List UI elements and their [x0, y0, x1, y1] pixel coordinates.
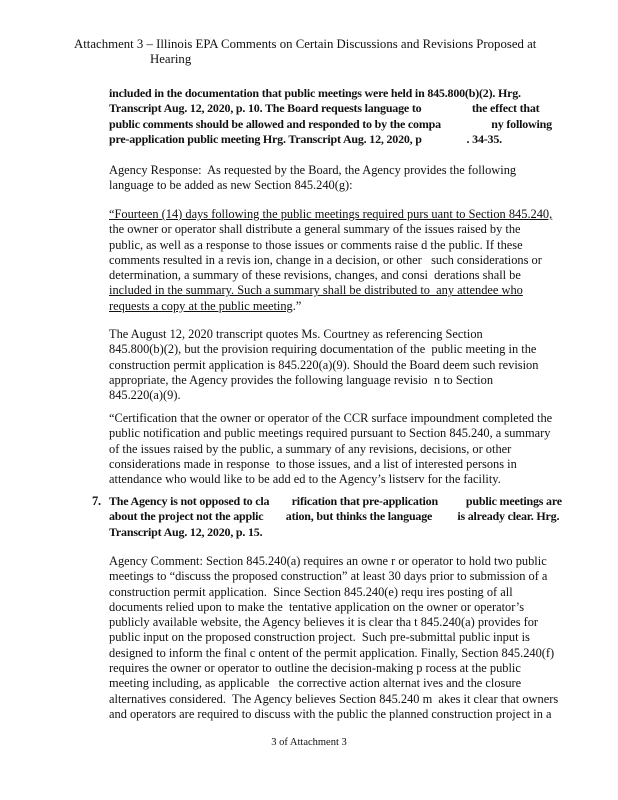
underlined-text: included in the summary. Such a summary shall be distributed to any attendee who: [109, 283, 523, 298]
text-line: [109, 222, 552, 237]
text-segment: the owner or operator shall distribute a general summary of the issues raised by the: [109, 222, 521, 237]
text-line: [109, 238, 552, 253]
text-line: documents relied upon to make the tentative application on the owner or operator’s: [109, 599, 525, 614]
august-transcript-paragraph: [109, 327, 538, 403]
text-line: Agency Response: As requested by the Board, the Agency provides the following: [109, 163, 517, 177]
text-line: [109, 283, 552, 298]
text-segment: public, as well as a response to those issues or comments raise d the public. If these: [109, 237, 523, 252]
text-line: meeting including, as applicable the corrective action alternat ives and the closure: [109, 676, 522, 691]
text-line: [109, 268, 552, 283]
text-line: about the project not the applic ation, but thinks the language is already clear. Hrg.: [109, 509, 560, 524]
text-line: publicly available website, the Agency believes it is clear tha t 845.240(a) provides for: [109, 615, 539, 630]
text-line: attendance who would like to be add ed to the Agency’s listserv for the facility.: [109, 472, 501, 487]
text-line: public comments should be allowed and responded to by the compa ny following: [109, 116, 552, 131]
text-line: Transcript Aug. 12, 2020, p. 10. The Board requests language to the effect that: [109, 101, 540, 116]
text-line: 845.800(b)(2), but the provision requiring documentation of the public meeting in the: [109, 342, 537, 357]
text-line: public notification and public meetings required pursuant to Section 845.240, a summary: [109, 426, 551, 441]
text-line: [109, 207, 552, 222]
underlined-text: requests a copy at the public meeting: [109, 298, 293, 313]
item7-paragraph: [109, 494, 562, 540]
text-line: The August 12, 2020 transcript quotes Ms. Courtney as referencing Section: [109, 327, 483, 341]
text-line: construction permit application is 845.220(a)(9). Should the Board deem such revision: [109, 357, 539, 372]
text-segment: .”: [292, 298, 302, 313]
text-line: appropriate, the Agency provides the following language revisio n to Section: [109, 372, 494, 387]
text-line: The Agency is not opposed to cla rification that pre-application public meetings are: [109, 494, 562, 508]
item-number: 7.: [92, 494, 101, 508]
text-line: alternatives considered. The Agency believes Section 845.240 m akes it clear that owners: [109, 691, 559, 706]
text-line: of the issues raised by the public, a summary of any revisions, decisions, or other: [109, 441, 512, 456]
text-segment: determination, a summary of these revisions, changes, and consi derations shall be: [109, 268, 521, 283]
agency-response-paragraph: [109, 163, 516, 194]
text-line: Agency Comment: Section 845.240(a) requires an owne r or operator to hold two public: [109, 554, 547, 568]
board-request-paragraph: [109, 86, 552, 147]
header-title-line2: Hearing: [150, 52, 192, 66]
text-line: included in the documentation that public meetings were held in 845.800(b)(2). Hrg.: [109, 86, 521, 100]
text-line: construction permit application. Since Section 845.240(e) requ ires posting of all: [109, 584, 513, 599]
text-line: 845.220(a)(9).: [109, 388, 181, 403]
text-line: language to be added as new Section 845.240(g):: [109, 178, 353, 193]
text-line: [109, 253, 552, 268]
agency-comment-paragraph: [109, 554, 558, 722]
text-line: and operators are required to discuss with the public the planned construction project in a: [109, 706, 552, 721]
text-line: “Certification that the owner or operator of the CCR surface impoundment completed the: [109, 411, 553, 425]
certification-quote: [109, 411, 552, 487]
text-line: Transcript Aug. 12, 2020, p. 15.: [109, 524, 263, 539]
text-line: [109, 299, 552, 314]
page-header: [74, 37, 536, 67]
text-line: meetings to “discuss the proposed construction” at least 30 days prior to submission of a: [109, 569, 548, 584]
text-line: public input on the proposed construction project. Such pre-submittal public input is: [109, 630, 530, 645]
text-segment: comments resulted in a revis ion, change in a decision, or other such considerations or: [109, 252, 542, 267]
page-footer: 3 of Attachment 3: [271, 737, 347, 748]
proposed-language-quote: [109, 207, 552, 314]
text-line: pre-application public meeting Hrg. Transcript Aug. 12, 2020, p . 34-35.: [109, 131, 502, 146]
text-line: considerations made in response to those issues, and a list of interested persons in: [109, 456, 517, 471]
header-title-line1: Attachment 3 – Illinois EPA Comments on Certain Discussions and Revisions Proposed at: [74, 37, 537, 51]
text-line: requires the owner or operator to outline the decision-making p rocess at the public: [109, 661, 521, 676]
text-line: designed to inform the final c ontent of the permit application. Finally, Section 845.240(f): [109, 645, 555, 660]
underlined-text: “Fourteen (14) days following the public meetings required purs uant to Section 845.240,: [109, 207, 553, 221]
